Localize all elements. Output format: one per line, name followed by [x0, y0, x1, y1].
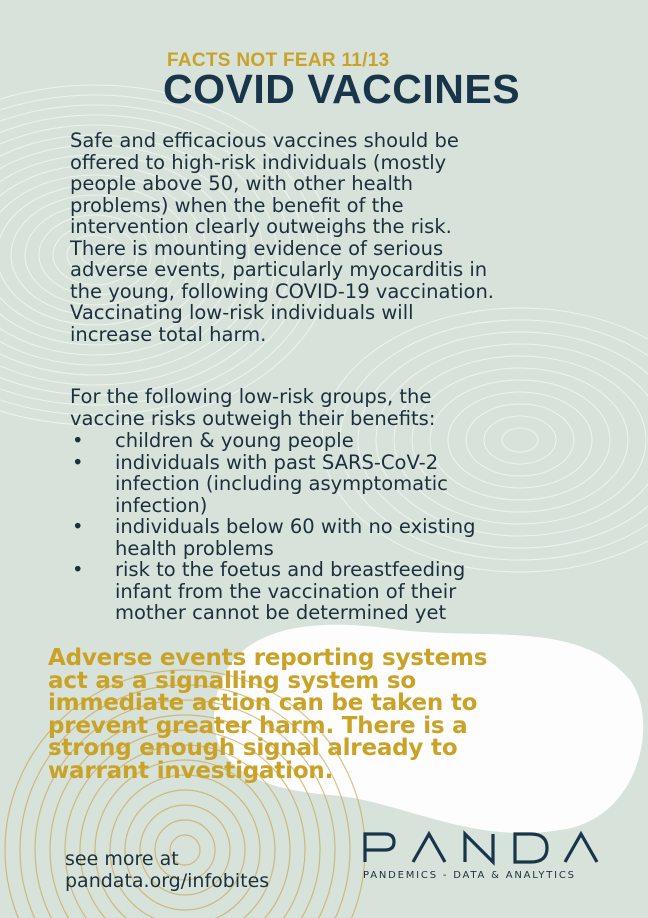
text-line: health problems [115, 536, 274, 560]
text-line: adverse events, particularly myocarditis in [70, 258, 488, 281]
text-line: warrant investigation. [48, 757, 334, 784]
url-text[interactable]: pandata.org/infobites [65, 870, 270, 892]
text-line: intervention clearly outweighs the risk. [70, 215, 452, 238]
text-line: individuals below 60 with no existing [115, 515, 476, 538]
text-line: increase total harm. [70, 322, 267, 346]
text-line: immediate action can be taken to [48, 690, 478, 716]
low-risk-groups-list [70, 430, 570, 624]
bullet-icon: • [72, 515, 84, 538]
text-line: Safe and efficacious vaccines should be [70, 129, 459, 152]
text-line: prevent greater harm. There is a [48, 712, 468, 739]
text-line: Vaccinating low-risk individuals will [70, 301, 414, 324]
series-kicker: FACTS NOT FEAR 11/13 [167, 50, 390, 71]
text-line: Adverse events reporting systems [48, 645, 488, 671]
bullet-icon: • [72, 429, 84, 452]
callout-text [48, 647, 608, 782]
text-line: offered to high-risk individuals (mostly [70, 150, 447, 174]
text-line: individuals with past SARS-CoV-2 [115, 450, 439, 474]
list-item [70, 559, 570, 624]
text-line: the young, following COVID-19 vaccination. [70, 279, 495, 303]
text-line: problems) when the benefit of the [70, 193, 404, 217]
text-line: act as a signalling system so [48, 667, 416, 694]
bullet-icon: • [72, 558, 84, 581]
text-line: strong enough signal already to [48, 735, 458, 761]
list-item [70, 430, 570, 452]
text-line: risk to the foetus and breastfeeding [115, 558, 466, 581]
text-line: children & young people [115, 429, 354, 452]
text-line: There is mounting evidence of serious [70, 236, 444, 260]
text-line: infant from the vaccination of their [115, 579, 457, 603]
list-item [70, 452, 570, 517]
bullet-icon: • [72, 450, 84, 474]
page-title: COVID VACCINES [163, 66, 521, 112]
text-line: people above 50, with other health [70, 172, 413, 195]
low-risk-intro-paragraph [70, 386, 630, 429]
intro-paragraph [70, 130, 630, 345]
text-line: infection) [115, 493, 208, 517]
text-line: vaccine risks outweigh their benefits: [70, 406, 436, 430]
logo-tagline: PANDEMICS - DATA & ANALYTICS [363, 870, 576, 881]
text-line: infection (including asymptomatic [115, 472, 448, 495]
see-more-link[interactable] [65, 848, 269, 892]
text-line: see more at [65, 848, 179, 870]
list-item [70, 516, 570, 559]
text-line: mother cannot be determined yet [115, 601, 447, 624]
text-line: For the following low-risk groups, the [70, 385, 432, 408]
